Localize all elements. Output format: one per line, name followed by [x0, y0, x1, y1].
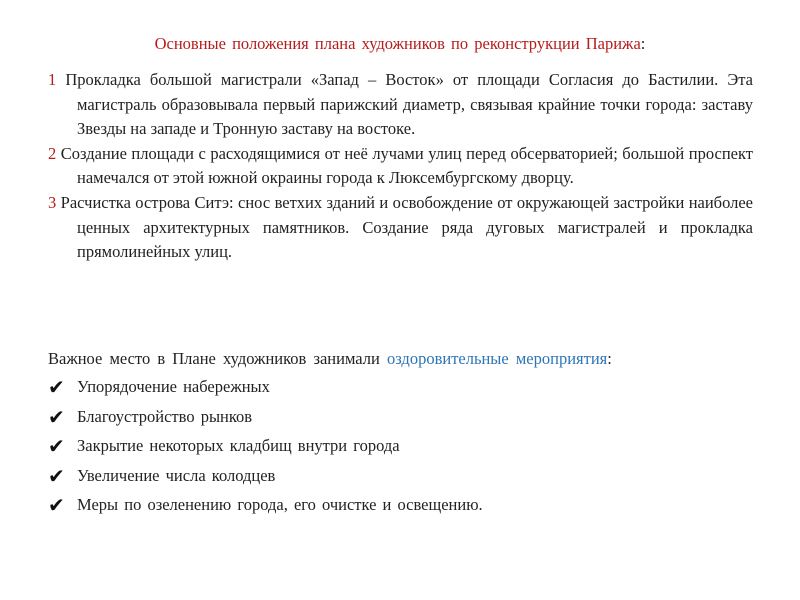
list-item [48, 404, 748, 437]
plan-point-text: Создание площади с расходящимися от неё лучами улиц перед обсерваторией; большой проспект намечался от этой южной окраины города к Люксембургскому дворцу. [60, 143, 753, 188]
slide-title-text: Основные положения плана художников по реконструкции Парижа [154, 34, 641, 53]
list-item-text: Увеличение числа колодцев [77, 465, 276, 485]
plan-point-text: Прокладка большой магистрали «Запад – Восток» от площади Согласия до Бастилии. Эта магистраль образовывала первый парижский диаметр, связывая крайние точки города: заставу Звезды на западе и Тронную заставу на востоке. [65, 70, 754, 139]
important-colon: : [607, 349, 612, 368]
list-item [48, 463, 748, 496]
measures-checklist [48, 377, 748, 525]
plan-points [48, 68, 753, 265]
check-icon: ✔ [48, 375, 65, 399]
important-highlight: оздоровительные мероприятия [386, 349, 608, 368]
slide-title-colon: : [640, 34, 646, 53]
plan-point-text: Расчистка острова Ситэ: снос ветхих зданий и освобождение от окружающей застройки наиболее ценных архитектурных памятников. Создание ряда дуговых магистралей и прокладка прямолинейных улиц. [60, 192, 753, 262]
check-icon: ✔ [48, 404, 65, 429]
plan-point [48, 142, 753, 191]
list-item-text: Меры по озеленению города, его очистке и освещению. [77, 495, 483, 514]
list-item-text: Благоустройство рынков [77, 406, 253, 426]
list-item [48, 495, 748, 525]
plan-point [48, 68, 753, 142]
important-statement [48, 349, 768, 369]
list-item [48, 436, 748, 466]
plan-point-number: 2 [48, 143, 57, 163]
slide-title [0, 34, 800, 54]
check-icon: ✔ [48, 434, 65, 458]
plan-point-number: 1 [48, 70, 57, 89]
list-item-text: Закрытие некоторых кладбищ внутри города [77, 436, 400, 455]
check-icon: ✔ [48, 463, 65, 488]
check-icon: ✔ [48, 493, 65, 517]
list-item-text: Упорядочение набережных [77, 377, 270, 396]
plan-point [48, 191, 753, 265]
important-lead: Важное место в Плане художников занимали [48, 349, 387, 368]
plan-point-number: 3 [48, 192, 57, 212]
list-item [48, 377, 748, 407]
